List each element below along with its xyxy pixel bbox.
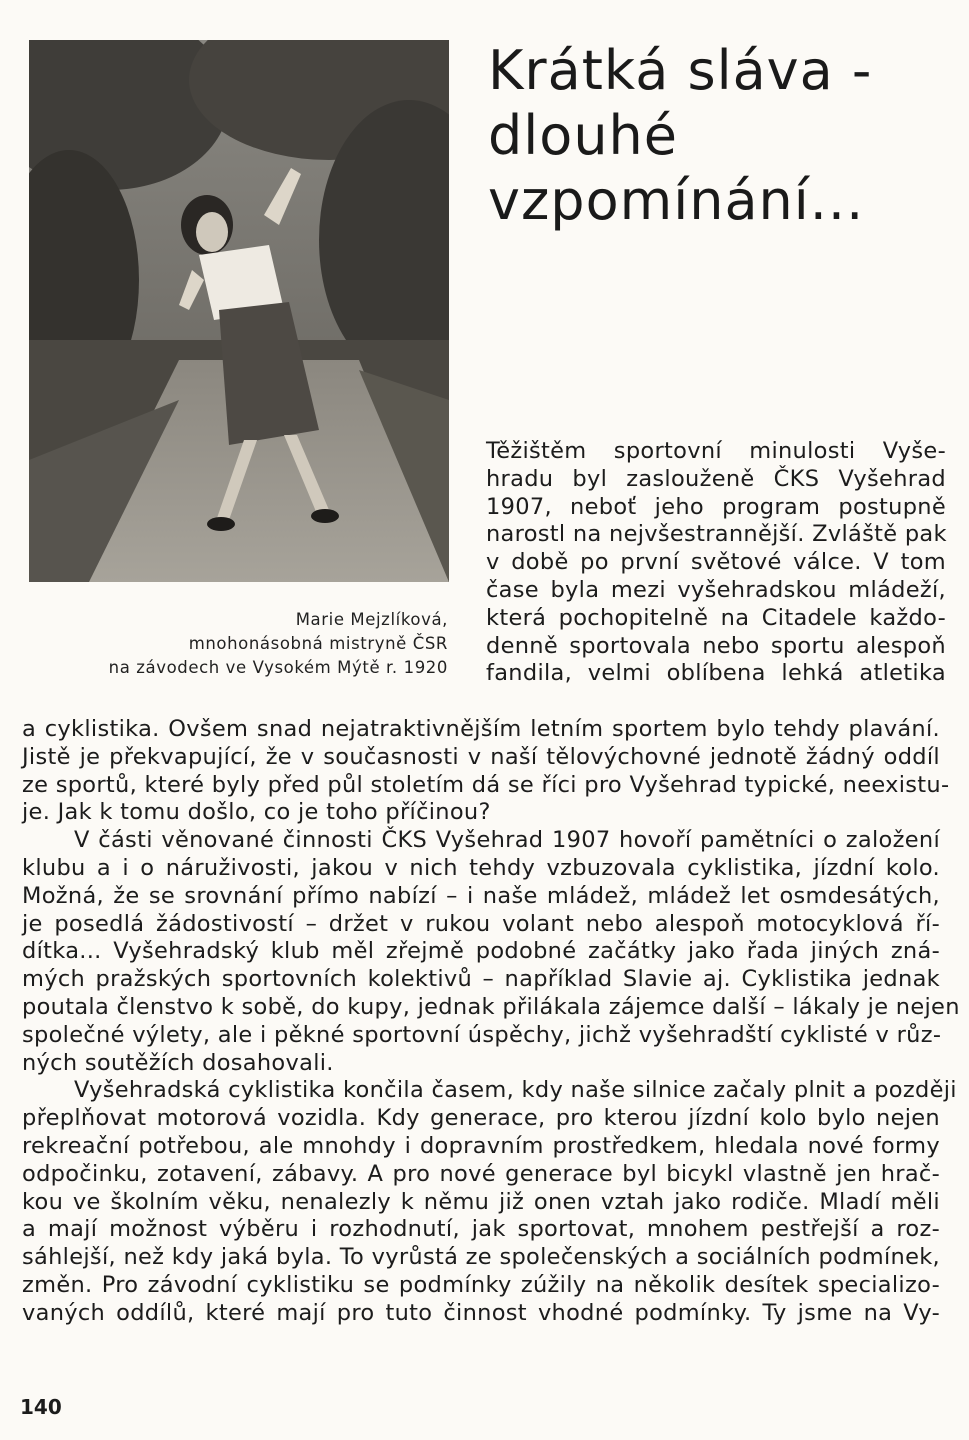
text-line: ze sportů, které byly před půl stoletím dá se říci pro Vyšehrad typické, neexistu- bbox=[22, 771, 950, 798]
text-line: vaných oddílů, které mají pro tuto činnost vhodné podmínky. Ty jsme na Vy- bbox=[22, 1299, 940, 1326]
text-line: mých pražských sportovních kolektivů – například Slavie aj. Cyklistika jednak bbox=[22, 966, 940, 993]
text-line: fandila, velmi oblíbena lehká atletika bbox=[486, 660, 946, 687]
text-line: rekreační potřebou, ale mnohdy i dopravním prostředkem, hledala nové formy bbox=[22, 1132, 940, 1159]
text-line: je posedlá žádostivostí – držet v rukou volant nebo alespoň motocyklová ří- bbox=[22, 910, 940, 937]
photo-marie-mejzlikova bbox=[29, 40, 449, 582]
text-line: sáhlejší, než kdy jaká byla. To vyrůstá ze společenských a sociálních podmínek, bbox=[22, 1244, 940, 1271]
text-line: 1907, neboť jeho program postupně bbox=[486, 493, 946, 520]
photo-image bbox=[29, 40, 449, 582]
title-line: Krátká sláva - bbox=[488, 39, 873, 102]
text-line: Vyšehradská cyklistika končila časem, kdy naše silnice začaly plnit a později bbox=[74, 1077, 957, 1104]
text-line: ných soutěžích dosahovali. bbox=[22, 1049, 334, 1076]
article-title bbox=[488, 38, 958, 233]
text-line: čase byla mezi vyšehradskou mládeží, bbox=[486, 576, 946, 603]
text-line: změn. Pro závodní cyklistiku se podmínky zúžily na několik desítek specializo- bbox=[22, 1271, 940, 1298]
text-line: V části věnované činnosti ČKS Vyšehrad 1907 hovoří pamětníci o založení bbox=[74, 827, 940, 854]
text-line: hradu byl zaslouženě ČKS Vyšehrad bbox=[486, 465, 946, 492]
page-number: 140 bbox=[20, 1395, 62, 1419]
text-line: Jistě je překvapující, že v současnosti v naší tělovýchovné jednotě žádný oddíl bbox=[22, 743, 940, 770]
text-line: je. Jak k tomu došlo, co je toho příčinou? bbox=[22, 799, 491, 826]
text-line: klubu a i o náruživosti, jakou v nich tehdy vzbuzovala cyklistika, jízdní kolo. bbox=[22, 854, 940, 881]
text-line: dítka... Vyšehradský klub měl zřejmě podobné začátky jako řada jiných zná- bbox=[22, 938, 940, 965]
text-line: a cyklistika. Ovšem snad nejatraktivnějším letním sportem bylo tehdy plavání. bbox=[22, 716, 940, 742]
title-line: dlouhé bbox=[488, 104, 678, 167]
full-width-text bbox=[22, 716, 960, 1328]
text-line: Možná, že se srovnání přímo nabízí – i naše mládež, mládež let osmdesátých, bbox=[22, 882, 940, 909]
text-line: denně sportovala nebo sportu alespoň bbox=[486, 632, 946, 659]
text-line: v době po první světové válce. V tom bbox=[486, 549, 946, 576]
text-line: a mají možnost výběru i rozhodnutí, jak sportovat, mnohem pestřejší a roz- bbox=[22, 1216, 940, 1243]
text-line: společné výlety, ale i pěkné sportovní úspěchy, jichž vyšehradští cyklisté v růz- bbox=[22, 1021, 942, 1048]
text-line: poutala členstvo k sobě, do kupy, jednak přilákala zájemce další – lákaly je nejen bbox=[22, 993, 960, 1020]
text-line: Těžištěm sportovní minulosti Vyše- bbox=[486, 438, 946, 464]
text-line: narostl na nejvšestrannější. Zvláště pak bbox=[486, 521, 947, 548]
text-line: přeplňovat motorová vozidla. Kdy generace, pro kterou jízdní kolo bylo nejen bbox=[22, 1105, 940, 1132]
photo-caption bbox=[20, 608, 448, 680]
caption-line: Marie Mejzlíková, bbox=[295, 610, 448, 629]
text-line: odpočinku, zotavení, zábavy. A pro nové generace byl bicykl vlastně jen hrač- bbox=[22, 1160, 940, 1187]
title-line: vzpomínání... bbox=[488, 169, 865, 232]
text-line: která pochopitelně na Citadele každo- bbox=[486, 604, 946, 631]
right-column-text bbox=[486, 438, 946, 688]
text-line: kou ve školním věku, nenalezly k němu již onen vztah jako rodiče. Mladí měli bbox=[22, 1188, 940, 1215]
caption-line: mnohonásobná mistryně ČSR bbox=[188, 634, 448, 653]
caption-line: na závodech ve Vysokém Mýtě r. 1920 bbox=[108, 658, 448, 677]
